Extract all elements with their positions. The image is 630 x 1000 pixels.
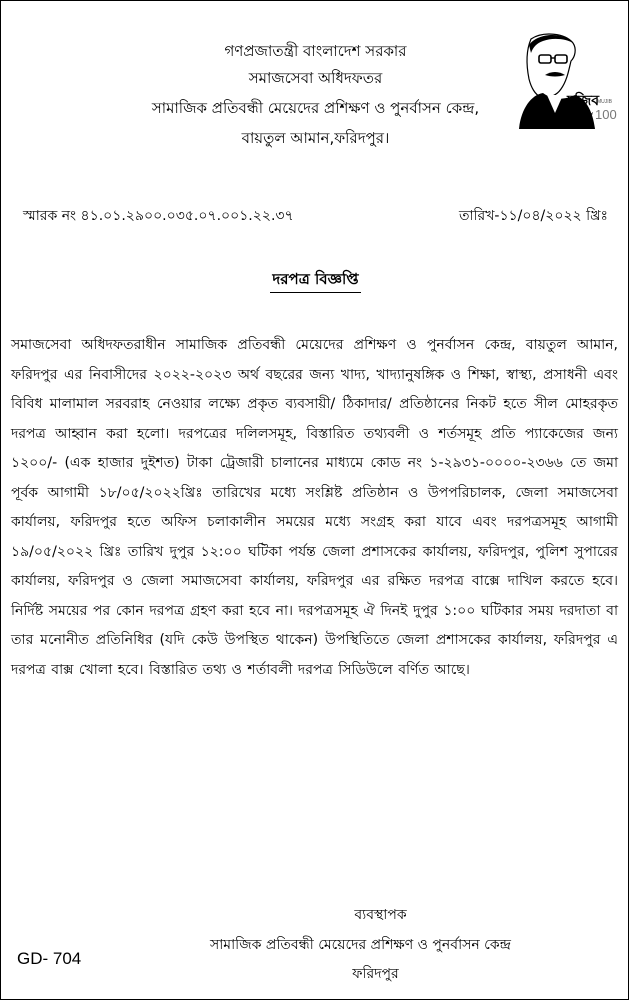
svg-text:100: 100: [595, 107, 617, 122]
header-government: গণপ্রজাতন্ত্রী বাংলাদেশ সরকার: [224, 42, 407, 60]
svg-text:শতবর্ষ: শতবর্ষ: [575, 113, 593, 121]
signature-office: সামাজিক প্রতিবন্ধী মেয়েদের প্রশিক্ষণ ও পুনর্বাসন কেন্দ্র: [210, 937, 511, 953]
gd-code: GD- 704: [17, 949, 82, 968]
header-institution: সামাজিক প্রতিবন্ধী মেয়েদের প্রশিক্ষণ ও পুনর্বাসন কেন্দ্র,: [151, 99, 480, 117]
signature-designation: ব্যবস্থাপক: [354, 907, 407, 923]
notice-title-text: দরপত্র বিজ্ঞপ্তি: [270, 269, 360, 293]
memo-date: তারিখ-১১/০৪/২০২২ খ্রিঃ: [458, 208, 608, 224]
memo-number: স্মারক নং ৪১.০১.২৯০০.০৩৫.০৭.০০১.২২.৩৭: [23, 208, 294, 224]
notice-title: [1, 269, 630, 293]
header-directorate: সমাজসেবা অধিদফতর: [248, 69, 383, 87]
mujib-100-logo-icon: [513, 29, 617, 129]
signature-location: ফরিদপুর: [352, 966, 399, 982]
header-address: বায়তুল আমান,ফরিদপুর।: [241, 129, 390, 147]
notice-body: সমাজসেবা অধিদফতরাধীন সামাজিক প্রতিবন্ধী মেয়েদের প্রশিক্ষণ ও পুনর্বাসন কেন্দ্র, বায়তুল আমান, ফরিদপুর এর নিবাসীদের ২০২২-২০২৩ অর্থ বছরের জন্য খাদ্য, খাদ্যানুষঙ্গিক ও শিক্ষা, স্বাস্থ্য, প্রসাধনী এবং বিবিধ মালামাল সরবরাহ নেওয়ার লক্ষ্যে প্রকৃত ব্যবসায়ী/ ঠিকাদার/ প্রতিষ্ঠানের নিকট হতে সীল মোহরকৃত দরপত্র আহ্বান করা হলো। দরপত্রের দলিলসমূহ, বিস্তারিত তথ্যবলী ও শর্তসমূহ প্রতি প্যাকেজের জন্য ১২০০/- (এক হাজার দুইশত) টাকা ট্রেজারী চালানের মাধ্যমে কোড নং ১-২৯৩১-০০০০-২৩৬৬ তে জমা পূর্বক আগামী ১৮/০৫/২০২২খ্রিঃ তারিখের মধ্যে সংশ্লিষ্ট প্রতিষ্ঠান ও উপপরিচালক, জেলা সমাজসেবা কার্যালয়, ফরিদপুর হতে অফিস চলাকালীন সময়ের মধ্যে সংগ্রহ করা যাবে এবং দরপত্রসমূহ আগামী ১৯/০৫/২০২২ খ্রিঃ তারিখ দুপুর ১২:০০ ঘটিকা পর্যন্ত জেলা প্রশাসকের কার্যালয়, ফরিদপুর, পুলিশ সুপারের কার্যালয়, ফরিদপুর ও জেলা সমাজসেবা কার্যালয়, ফরিদপুর এর রক্ষিত দরপত্র বাক্সে দাখিল করতে হবে। নির্দিষ্ট সময়ের পর কোন দরপত্র গ্রহণ করা হবে না। দরপত্রসমূহ ঐ দিনই দুপুর ১:০০ ঘটিকার সময় দরদাতা বা তার মনোনীত প্রতিনিধির (যদি কেউ উপস্থিত থাকেন) উপস্থিতিতে জেলা প্রশাসকের কার্যালয়, ফরিদপুর এ দরপত্র বাক্স খোলা হবে। বিস্তারিত তথ্য ও শর্তাবলী দরপত্র সিডিউলে বর্ণিত আছে।: [11, 337, 618, 678]
svg-text:MUJIB: MUJIB: [597, 99, 612, 105]
svg-text:মুজিব: মুজিব: [567, 93, 600, 109]
